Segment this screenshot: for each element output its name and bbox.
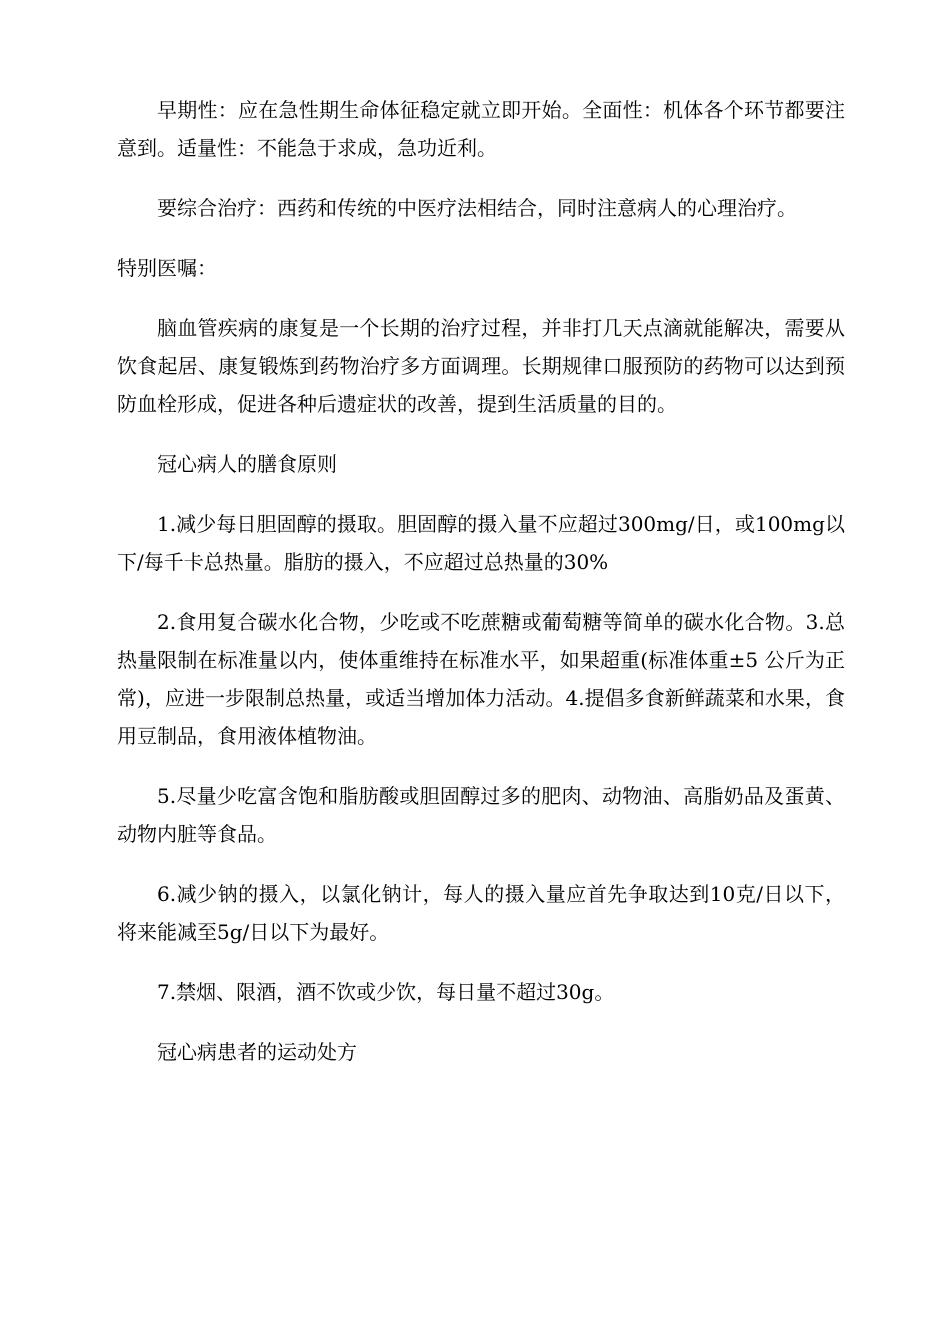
list-item-diet-1: 1.减少每日胆固醇的摄取。胆固醇的摄入量不应超过300mg/日，或100mg以下/每千卡总热量。脂肪的摄入，不应超过总热量的30% xyxy=(117,512,845,574)
paragraph-rehab-principles: 早期性：应在急性期生命体征稳定就立即开始。全面性：机体各个环节都要注意到。适量性：不能急于求成，急功近利。 xyxy=(117,98,845,160)
list-item-diet-2-4: 2.食用复合碳水化合物，少吃或不吃蔗糖或葡萄糖等简单的碳水化合物。3.总热量限制在标准量以内，使体重维持在标准水平，如果超重(标准体重±5 公斤为正常)，应进一步限制总热量，或适当增加体力活动。4.提倡多食新鲜蔬菜和水果，食用豆制品，食用液体植物油。 xyxy=(117,610,845,748)
paragraph-special-advice: 脑血管疾病的康复是一个长期的治疗过程，并非打几天点滴就能解决，需要从饮食起居、康复锻炼到药物治疗多方面调理。长期规律口服预防的药物可以达到预防血栓形成，促进各种后遗症状的改善，提到生活质量的目的。 xyxy=(117,316,845,416)
paragraph-special-advice-heading: 特别医嘱： xyxy=(117,256,217,280)
document-body xyxy=(117,91,845,1093)
list-item-diet-5: 5.尽量少吃富含饱和脂肪酸或胆固醇过多的肥肉、动物油、高脂奶品及蛋黄、动物内脏等食品。 xyxy=(117,784,845,846)
section-heading-exercise: 冠心病患者的运动处方 xyxy=(157,1040,357,1064)
list-item-diet-6: 6.减少钠的摄入，以氯化钠计，每人的摄入量应首先争取达到10克/日以下，将来能减至5g/日以下为最好。 xyxy=(117,882,845,944)
paragraph-combined-therapy: 要综合治疗：西药和传统的中医疗法相结合，同时注意病人的心理治疗。 xyxy=(157,196,797,220)
list-item-diet-7: 7.禁烟、限酒，酒不饮或少饮，每日量不超过30g。 xyxy=(157,980,615,1004)
section-heading-diet-principles: 冠心病人的膳食原则 xyxy=(157,452,337,476)
